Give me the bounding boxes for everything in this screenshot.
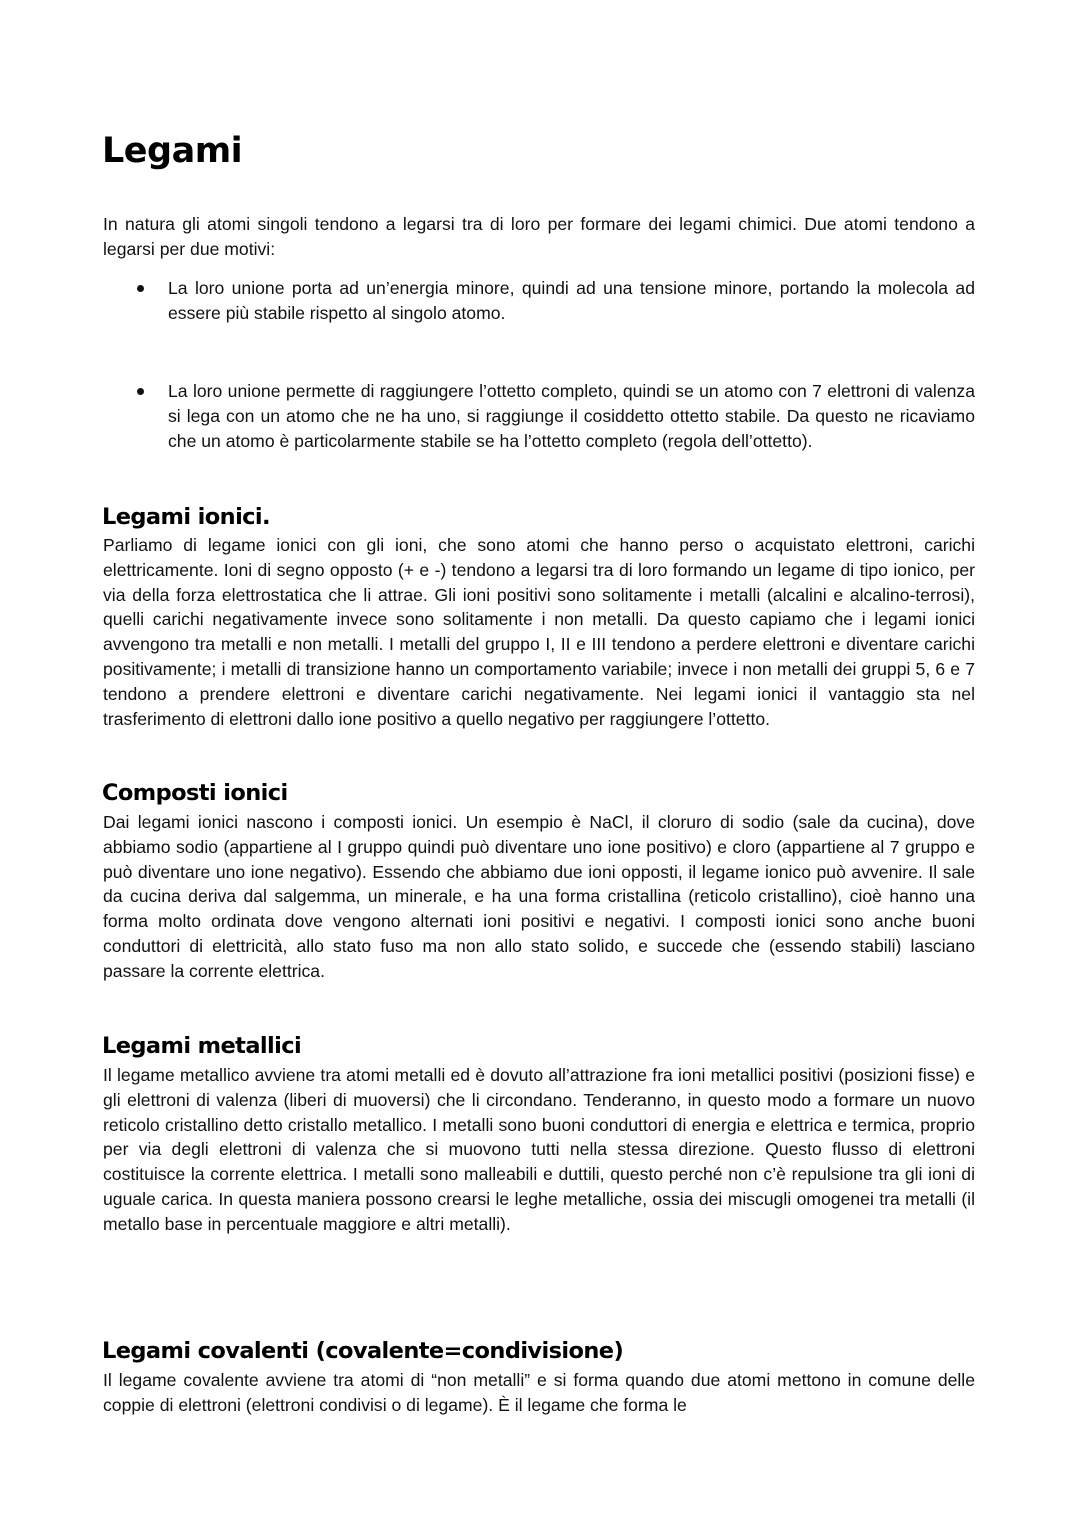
bullet-text: La loro unione permette di raggiungere l’ottetto completo, quindi se un atomo con 7 elettroni di valenza si lega con un atomo che ne ha uno, si raggiunge il cosiddetto ottetto stabile. Da questo ne ricaviamo che un atomo è particolarmente stabile se ha l’ottetto completo (regola dell’ottetto).: [168, 381, 975, 451]
section-body-composti-ionici: Dai legami ionici nascono i composti ionici. Un esempio è NaCl, il cloruro di sodio (sale da cucina), dove abbiamo sodio (appartiene al I gruppo quindi può diventare uno ione positivo) e cloro (appartiene al 7 gruppo e può diventare uno ione negativo). Essendo che abbiamo due ioni opposti, il legame ionico può avvenire. Il sale da cucina deriva dal salgemma, un minerale, e ha una forma cristallina (reticolo cristallino), cioè hanno una forma molto ordinata dove vengono alternati ioni positivi e negativi. I composti ionici sono anche buoni conduttori di elettricità, allo stato fuso ma non allo stato solido, e succede che (essendo stabili) lasciano passare la corrente elettrica.: [103, 812, 975, 981]
section-body-legami-metallici: Il legame metallico avviene tra atomi metalli ed è dovuto all’attrazione fra ioni metallici positivi (posizioni fisse) e gli elettroni di valenza (liberi di muoversi) che li circondano. Tenderanno, in questo modo a formare un nuovo reticolo cristallino detto cristallo metallico. I metalli sono buoni conduttori di energia e elettrica e termica, proprio per via degli elettroni di valenza che si muovono tutti nella stessa direzione. Questo flusso di elettroni costituisce la corrente elettrica. I metalli sono malleabili e duttili, questo perché non c’è repulsione tra gli ioni di uguale carica. In questa maniera possono crearsi le leghe metalliche, ossia dei miscugli omogenei tra metalli (il metallo base in percentuale maggiore e altri metalli).: [103, 1065, 975, 1234]
section-heading-composti-ionici: Composti ionici: [102, 780, 288, 806]
section-heading-legami-covalenti: Legami covalenti (covalente=condivisione): [102, 1338, 624, 1364]
intro-paragraph: In natura gli atomi singoli tendono a legarsi tra di loro per formare dei legami chimici. Due atomi tendono a legarsi per due motivi:: [103, 214, 975, 259]
bullet-text: La loro unione porta ad un’energia minore, quindi ad una tensione minore, portando la molecola ad essere più stabile rispetto al singolo atomo.: [168, 278, 975, 323]
page-title: Legami: [102, 131, 243, 171]
section-body-legami-ionici: Parliamo di legame ionici con gli ioni, che sono atomi che hanno perso o acquistato elettroni, carichi elettricamente. Ioni di segno opposto (+ e -) tendono a legarsi tra di loro formando un legame di tipo ionico, per via della forza elettrostatica che li attrae. Gli ioni positivi sono solitamente i metalli (alcalini e alcalino-terrosi), quelli carichi negativamente invece sono solitamente i non metalli. Da questo capiamo che i legami ionici avvengono tra metalli e non metalli. I metalli del gruppo I, II e III tendono a perdere elettroni e diventare carichi positivamente; i metalli di transizione hanno un comportamento variabile; invece i non metalli dei gruppi 5, 6 e 7 tendono a prendere elettroni e diventare carichi negativamente. Nei legami ionici il vantaggio sta nel trasferimento di elettroni dallo ione positivo a quello negativo per raggiungere l’ottetto.: [103, 535, 975, 729]
section-heading-legami-metallici: Legami metallici: [102, 1033, 302, 1059]
bullet-icon: [137, 388, 144, 395]
section-body-legami-covalenti: Il legame covalente avviene tra atomi di “non metalli” e si forma quando due atomi mettono in comune delle coppie di elettroni (elettroni condivisi o di legame). È il legame che forma le: [103, 1370, 975, 1415]
section-heading-legami-ionici: Legami ionici.: [102, 504, 270, 530]
bullet-icon: [137, 285, 144, 292]
